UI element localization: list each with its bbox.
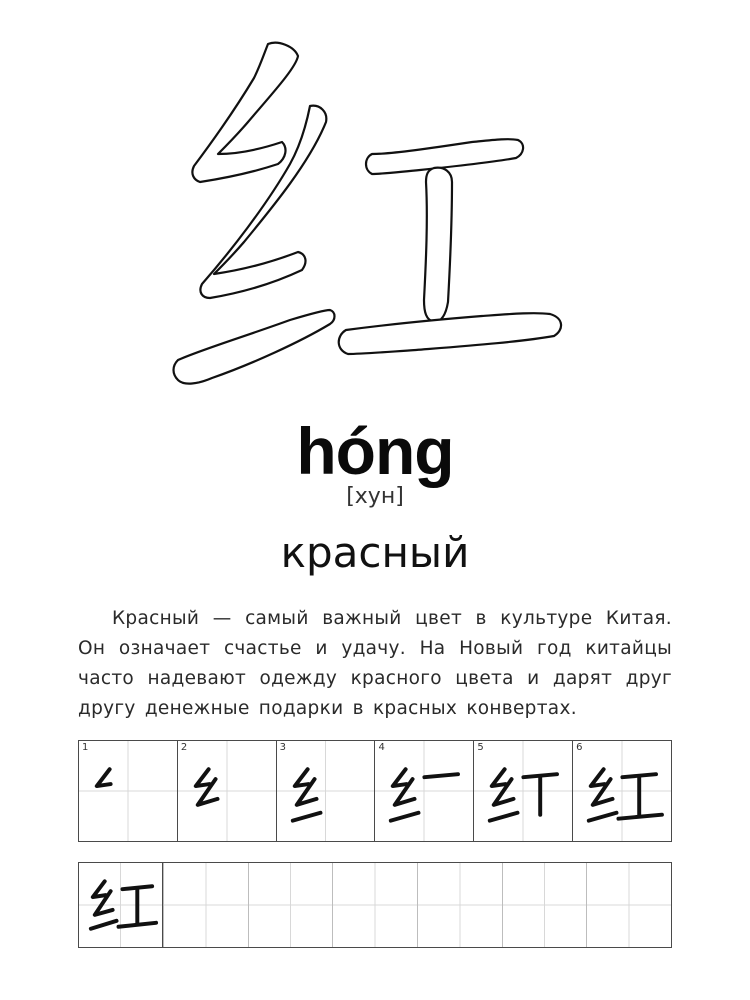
stroke-order-cell — [177, 741, 276, 841]
practice-cell[interactable] — [248, 863, 333, 947]
stroke-step-6-icon — [573, 741, 671, 841]
stroke-order-cell — [374, 741, 473, 841]
step-number: 1 — [82, 742, 89, 753]
stroke-order-cell — [276, 741, 375, 841]
practice-grid — [78, 862, 672, 948]
practice-cell[interactable] — [417, 863, 502, 947]
practice-cell[interactable] — [163, 863, 248, 947]
practice-example-cell — [79, 863, 163, 947]
stroke-order-cell — [572, 741, 671, 841]
practice-cell[interactable] — [332, 863, 417, 947]
stroke-order-cell — [473, 741, 572, 841]
hong-character-outline-icon — [160, 30, 590, 400]
step-number: 2 — [180, 742, 188, 753]
meaning-heading: красный — [280, 528, 470, 577]
step-number: 6 — [576, 742, 583, 753]
practice-cell[interactable] — [586, 863, 671, 947]
practice-cell[interactable] — [502, 863, 587, 947]
pinyin-heading: hóng — [296, 414, 454, 488]
stroke-step-3-icon — [277, 741, 375, 841]
stroke-order-cell — [79, 741, 177, 841]
transcription: [хун] — [346, 484, 404, 509]
stroke-step-5-icon — [474, 741, 572, 841]
step-number: 3 — [279, 742, 287, 753]
hong-example-icon — [79, 863, 162, 947]
stroke-step-2-icon — [178, 741, 276, 841]
stroke-order-grid — [78, 740, 672, 842]
stroke-step-1-icon — [79, 741, 177, 841]
description-paragraph: Красный — самый важный цвет в культуре Китая. Он означает счастье и удачу. На Новый год китайцы часто надевают одежду красного цвета и дарят друг другу денежные подарки в красных конвертах. — [78, 608, 672, 719]
step-number: 5 — [477, 742, 484, 753]
step-number: 4 — [378, 742, 385, 753]
stroke-step-4-icon — [375, 741, 473, 841]
